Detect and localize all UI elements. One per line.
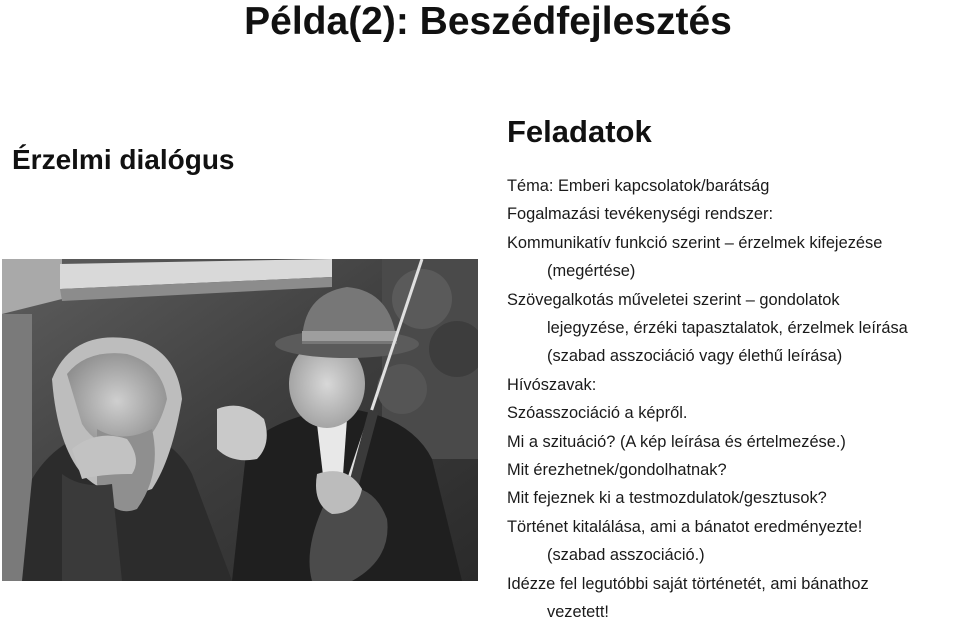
task-line-text: Szóasszociáció a képről. bbox=[507, 404, 688, 423]
task-line-text: Mit érezhetnek/gondolhatnak? bbox=[507, 461, 727, 480]
task-line-text-operations bbox=[507, 286, 957, 371]
task-line-gestures bbox=[507, 484, 957, 512]
task-line-situation bbox=[507, 428, 957, 456]
task-line-text: Mi a szituáció? (A kép leírása és értelmezése.) bbox=[507, 432, 846, 451]
photo-illustration bbox=[2, 259, 478, 581]
tasks-heading: Feladatok bbox=[507, 114, 652, 149]
task-line-text: Történet kitalálása, ami a bánatot eredményezte! bbox=[507, 517, 863, 536]
task-line-topic bbox=[507, 172, 957, 200]
task-line-continuation: lejegyzése, érzéki tapasztalatok, érzelmek leírása bbox=[547, 319, 908, 338]
task-line-continuation: (megértése) bbox=[547, 262, 636, 281]
task-line-continuation: vezetett! bbox=[547, 603, 609, 622]
task-line-feelings bbox=[507, 456, 957, 484]
slide-title: Példa(2): Beszédfejlesztés bbox=[244, 0, 732, 43]
task-line-text: Mit fejeznek ki a testmozdulatok/gesztusok? bbox=[507, 489, 827, 508]
task-line-communicative-function bbox=[507, 229, 957, 286]
photo-sad-man-and-violinist bbox=[2, 259, 478, 581]
task-line-keywords bbox=[507, 371, 957, 399]
task-line-activity-system bbox=[507, 200, 957, 228]
task-line-story-invention bbox=[507, 513, 957, 570]
task-list bbox=[507, 172, 957, 627]
task-line-recall-story bbox=[507, 570, 957, 627]
task-line-text: Fogalmazási tevékenységi rendszer: bbox=[507, 205, 774, 224]
task-line-continuation: (szabad asszociáció vagy élethű leírása) bbox=[547, 347, 843, 366]
task-line-text: Téma: Emberi kapcsolatok/barátság bbox=[507, 177, 770, 195]
task-line-continuation: (szabad asszociáció.) bbox=[547, 546, 705, 565]
task-line-text: Szövegalkotás műveletei szerint – gondolatok bbox=[507, 290, 840, 309]
task-line-word-association bbox=[507, 399, 957, 427]
task-line-text: Idézze fel legutóbbi saját történetét, ami bánathoz bbox=[507, 574, 869, 593]
task-line-text: Hívószavak: bbox=[507, 375, 597, 394]
left-heading: Érzelmi dialógus bbox=[12, 144, 235, 175]
task-line-text: Kommunikatív funkció szerint – érzelmek kifejezése bbox=[507, 233, 883, 252]
